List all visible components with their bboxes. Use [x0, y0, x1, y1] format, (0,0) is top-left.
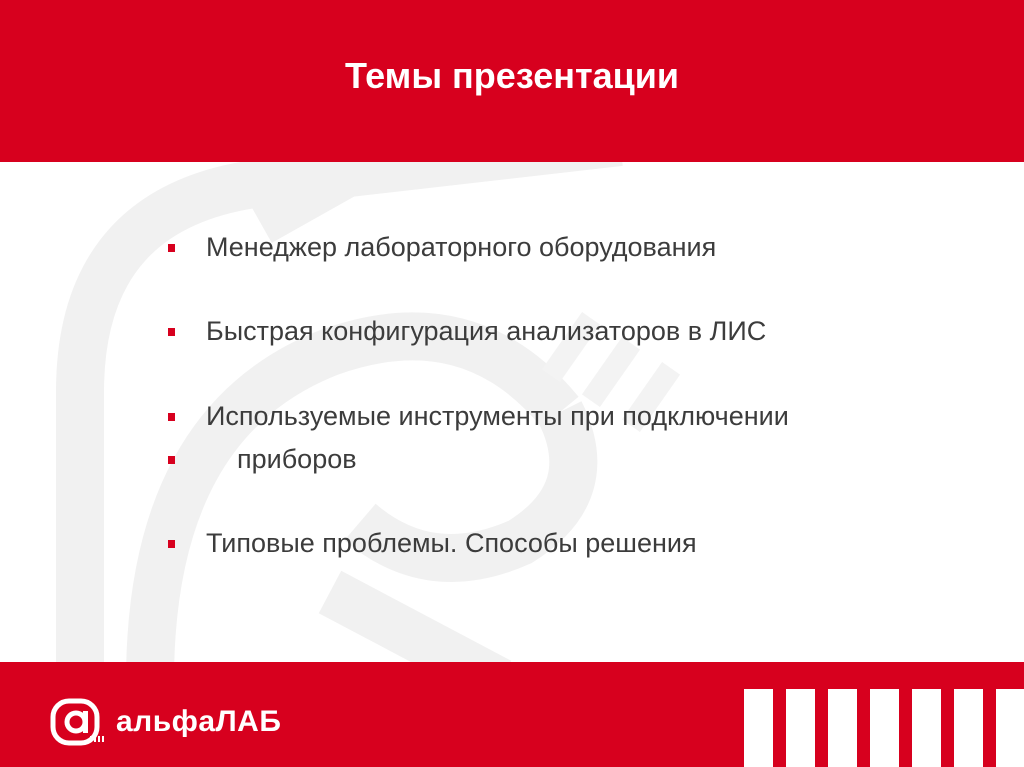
- at-sign-logo-icon: [50, 698, 106, 746]
- bullet-square-icon: [168, 244, 175, 252]
- list-item: [168, 444, 357, 475]
- footer-bar: [0, 662, 1024, 767]
- bullet-square-icon: [168, 328, 175, 336]
- bullet-square-icon: [168, 456, 175, 464]
- title-bar: [0, 0, 1024, 162]
- company-logo: [50, 698, 281, 746]
- list-item: [168, 232, 716, 263]
- list-item: [168, 316, 766, 347]
- logo-wordmark: альфаЛАБ: [116, 705, 282, 738]
- list-item-text: Быстрая конфигурация анализаторов в ЛИС: [206, 316, 767, 346]
- list-item: [168, 401, 789, 432]
- list-item-text: Используемые инструменты при подключении: [206, 401, 789, 431]
- list-item-text: Менеджер лабораторного оборудования: [206, 232, 717, 262]
- list-item-text: приборов: [237, 444, 357, 474]
- list-item-text: Типовые проблемы. Способы решения: [206, 528, 697, 558]
- list-item: [168, 528, 697, 559]
- bullet-square-icon: [168, 540, 175, 548]
- barcode-stripes-decoration: [744, 689, 1024, 767]
- slide-title: Темы презентации: [344, 55, 680, 96]
- bullet-square-icon: [168, 413, 175, 421]
